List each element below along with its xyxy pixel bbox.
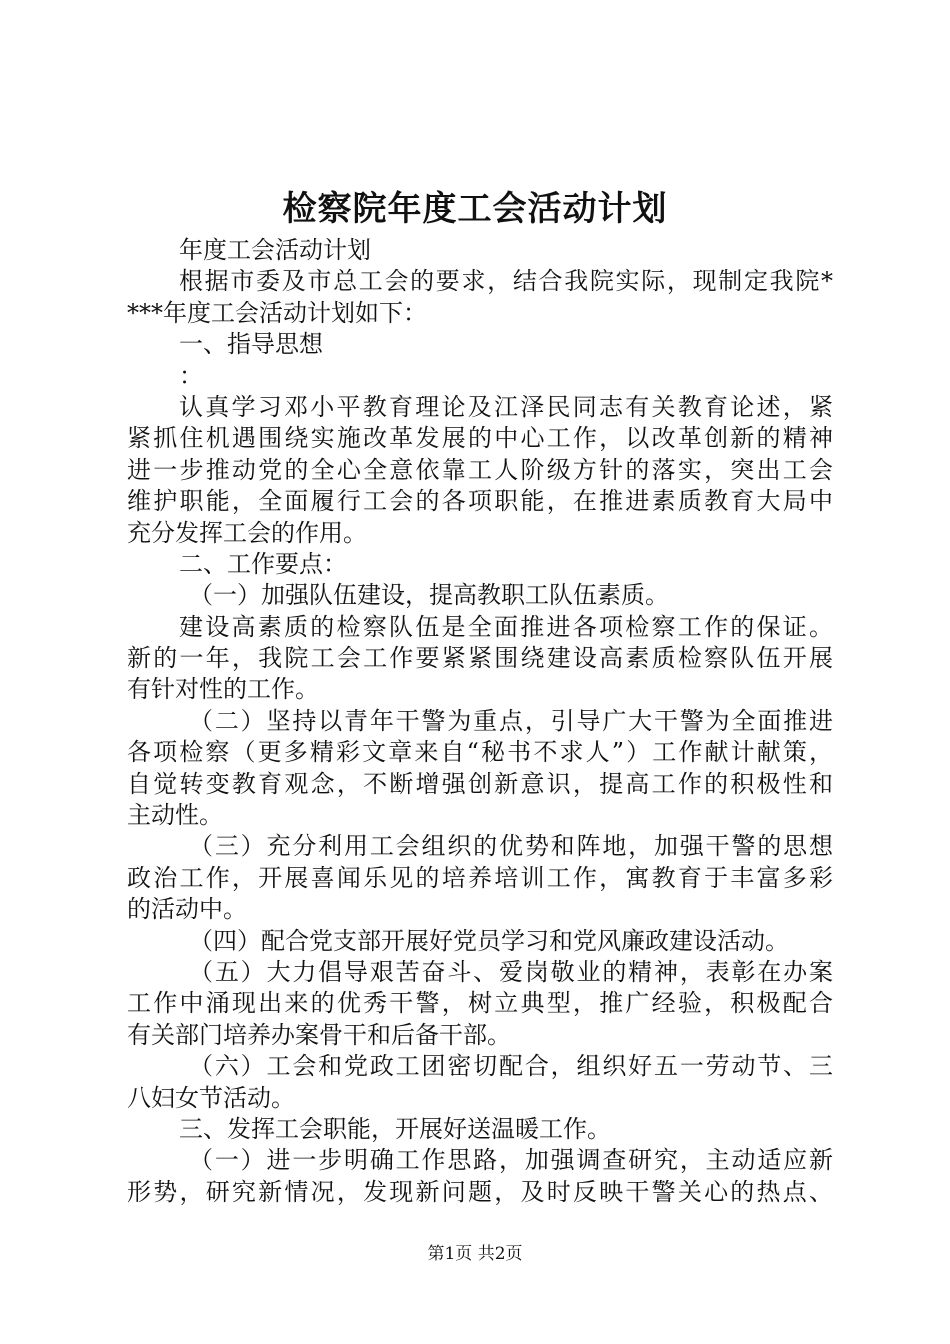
paragraph-line: （四）配合党支部开展好党员学习和党风廉政建设活动。 [189,926,789,955]
paragraph-line: 的活动中。 [127,895,247,924]
paragraph-line: （三）充分利用工会组织的优势和阵地，加强干警的思想 [189,832,833,861]
paragraph-line: （五）大力倡导艰苦奋斗、爱岗敬业的精神，表彰在办案 [189,957,833,986]
paragraph-line: 工作中涌现出来的优秀干警，树立典型，推广经验，积极配合 [127,989,833,1018]
paragraph-line: 紧抓住机遇围绕实施改革发展的中心工作，以改革创新的精神 [127,424,833,453]
paragraph-line: （六）工会和党政工团密切配合，组织好五一劳动节、三 [189,1052,833,1081]
section-heading: 一、指导思想 [179,330,323,359]
paragraph-line: （一）进一步明确工作思路，加强调查研究，主动适应新 [189,1146,833,1175]
paragraph-line: （一）加强队伍建设，提高教职工队伍素质。 [189,581,669,610]
paragraph-line: ***年度工会活动计划如下： [127,298,427,327]
paragraph-line: 根据市委及市总工会的要求，结合我院实际，现制定我院* [179,267,833,296]
document-title: 检察院年度工会活动计划 [282,189,668,229]
paragraph-line: 有针对性的工作。 [127,675,319,704]
section-heading: 三、发挥工会职能，开展好送温暖工作。 [179,1114,611,1143]
paragraph-line: 各项检察（更多精彩文章来自“秘书不求人”）工作献计献策， [127,738,833,767]
section-heading: 二、工作要点： [179,549,347,578]
document-body [127,235,833,1208]
paragraph-line: （二）坚持以青年干警为重点，引导广大干警为全面推进 [189,706,833,735]
paragraph-line: 主动性。 [127,801,223,830]
paragraph-line: 认真学习邓小平教育理论及江泽民同志有关教育论述，紧 [179,392,833,421]
paragraph-line: 自觉转变教育观念，不断增强创新意识，提高工作的积极性和 [127,769,833,798]
paragraph-line: 形势，研究新情况，发现新问题，及时反映干警关心的热点、 [127,1177,833,1206]
paragraph-line: 进一步推动党的全心全意依靠工人阶级方针的落实，突出工会 [127,455,833,484]
paragraph-line: 政治工作，开展喜闻乐见的培养培训工作，寓教育于丰富多彩 [127,863,833,892]
page-number-footer: 第1页 共2页 [427,1244,523,1264]
paragraph-line: 维护职能，全面履行工会的各项职能，在推进素质教育大局中 [127,487,833,516]
paragraph-line: 充分发挥工会的作用。 [127,518,367,547]
paragraph-line: 新的一年，我院工会工作要紧紧围绕建设高素质检察队伍开展 [127,644,833,673]
paragraph-line: 建设高素质的检察队伍是全面推进各项检察工作的保证。 [179,612,833,641]
paragraph-line: 有关部门培养办案骨干和后备干部。 [127,1020,511,1049]
paragraph-line: 八妇女节活动。 [127,1083,295,1112]
paragraph-line: ： [179,361,203,390]
paragraph-line: 年度工会活动计划 [179,236,371,264]
